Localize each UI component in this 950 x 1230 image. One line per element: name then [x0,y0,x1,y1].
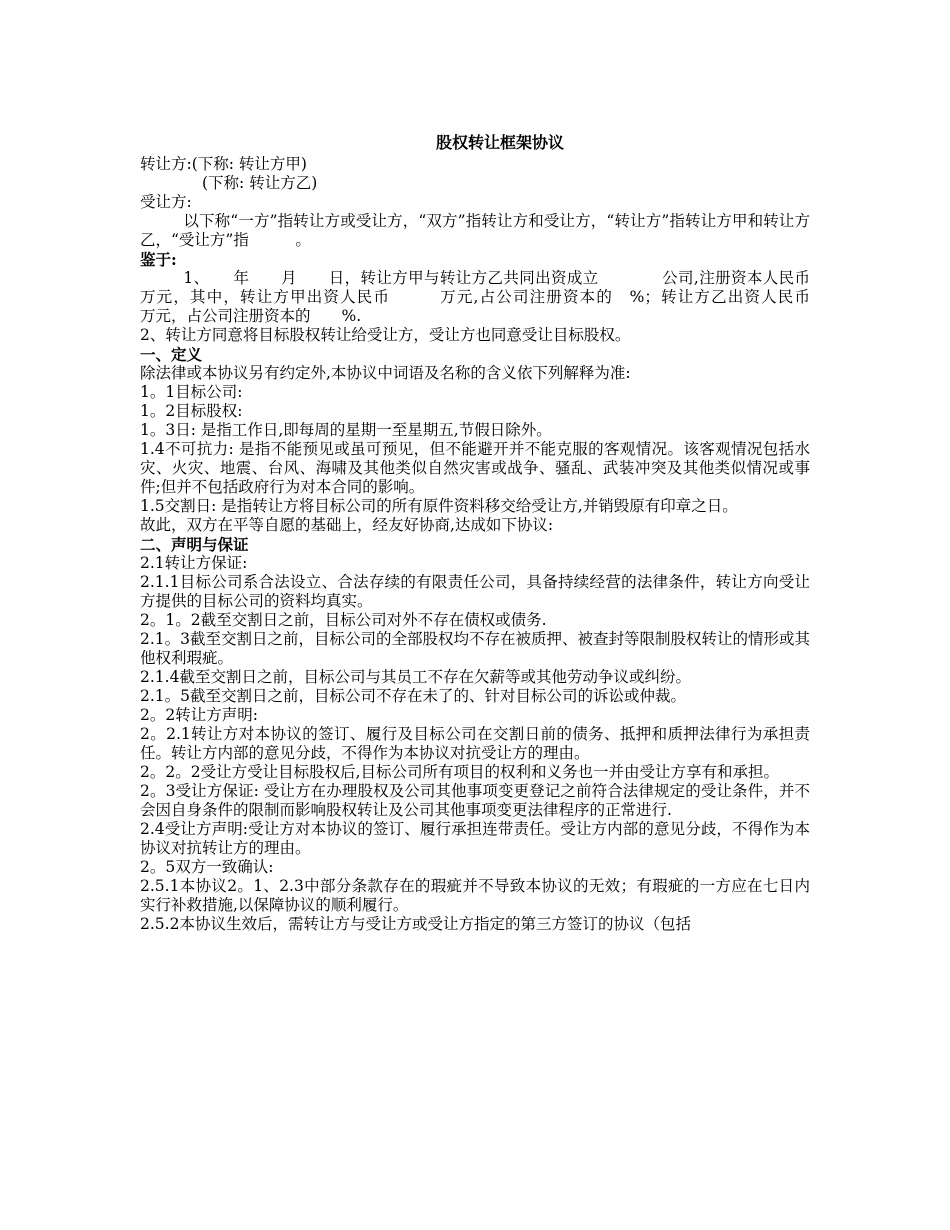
document-body [140,155,857,934]
paragraph: 转让方:(下称: 转让方甲) [140,155,307,173]
paragraph: 2。2。2受让方受让目标股权后,目标公司所有项目的权利和义务也一并由受让方享有和承担。 [140,763,780,781]
paragraph: 2、转让方同意将目标股权转让给受让方，受让方也同意受让目标股权。 [140,326,631,344]
section-heading: 鉴于: [140,250,177,269]
paragraph: 以下称“一方”指转让方或受让方，“双方”指转让方和受让方，“转让方”指转让方甲和转让方乙，“受让方”指 。 [140,212,810,249]
paragraph: 2.1.1目标公司系合法设立、合法存续的有限责任公司，具备持续经营的法律条件，转让方向受让方提供的目标公司的资料均真实。 [140,573,810,610]
paragraph: 2.4受让方声明:受让方对本协议的签订、履行承担连带责任。受让方内部的意见分歧，不得作为本协议对抗转让方的理由。 [140,820,810,857]
paragraph: 2.1。3截至交割日之前，目标公司的全部股权均不存在被质押、被查封等限制股权转让的情形或其他权利瑕疵。 [140,630,811,667]
paragraph: 除法律或本协议另有约定外,本协议中词语及名称的含义依下列解释为准: [140,364,631,382]
paragraph: 2。1。2截至交割日之前，目标公司对外不存在债权或债务. [140,611,547,629]
paragraph: 2。5双方一致确认: [140,858,274,876]
section-heading: 一、定义 [140,345,203,364]
paragraph: 2.1.4截至交割日之前，目标公司与其员工不存在欠薪等或其他劳动争议或纠纷。 [140,668,691,686]
paragraph: 2。2.1转让方对本协议的签订、履行及目标公司在交割日前的债务、抵押和质押法律行为承担责任。转让方内部的意见分歧，不得作为本协议对抗受让方的理由。 [140,725,810,762]
paragraph: 2.5.1本协议2。1、2.3中部分条款存在的瑕疵并不导致本协议的无效；有瑕疵的一方应在七日内实行补救措施,以保障协议的顺利履行。 [140,877,810,914]
paragraph: 1。3日: 是指工作日,即每周的星期一至星期五,节假日除外。 [140,421,552,439]
paragraph: 受让方: [140,193,192,211]
paragraph: (下称: 转让方乙) [202,174,318,192]
paragraph: 1。2目标股权: [140,402,243,420]
paragraph: 2.1转让方保证: [140,554,248,572]
paragraph: 1.5交割日: 是指转让方将目标公司的所有原件资料移交给受让方,并销毁原有印章之日。 [140,497,738,515]
paragraph: 1。1目标公司: [140,383,243,401]
document-title: 股权转让框架协议 [435,133,564,152]
section-heading: 二、声明与保证 [140,535,249,554]
paragraph: 2.5.2本协议生效后，需转让方与受让方或受让方指定的第三方签订的协议（包括 [140,915,691,933]
paragraph: 2.1。5截至交割日之前，目标公司不存在未了的、针对目标公司的诉讼或仲裁。 [140,687,687,705]
paragraph: 1.4不可抗力: 是指不能预见或虽可预见，但不能避开并不能克服的客观情况。该客观情况包括水灾、火灾、地震、台风、海啸及其他类似自然灾害或战争、骚乱、武装冲突及其他类似情况或事件;但并不包括政府行为对本合同的影响。 [140,440,810,496]
document-page [140,133,857,934]
paragraph: 1、 年 月 日，转让方甲与转让方乙共同出资成立 公司,注册资本人民币 万元，其中，转让方甲出资人民币 万元,占公司注册资本的 %；转让方乙出资人民币 万元，占公司注册资本的 %. [140,269,857,325]
paragraph: 2。2转让方声明: [140,706,258,724]
paragraph: 故此，双方在平等自愿的基础上，经友好协商,达成如下协议: [140,516,554,534]
paragraph: 2。3受让方保证: 受让方在办理股权及公司其他事项变更登记之前符合法律规定的受让条件，并不会因自身条件的限制而影响股权转让及公司其他事项变更法律程序的正常进行. [140,782,810,819]
